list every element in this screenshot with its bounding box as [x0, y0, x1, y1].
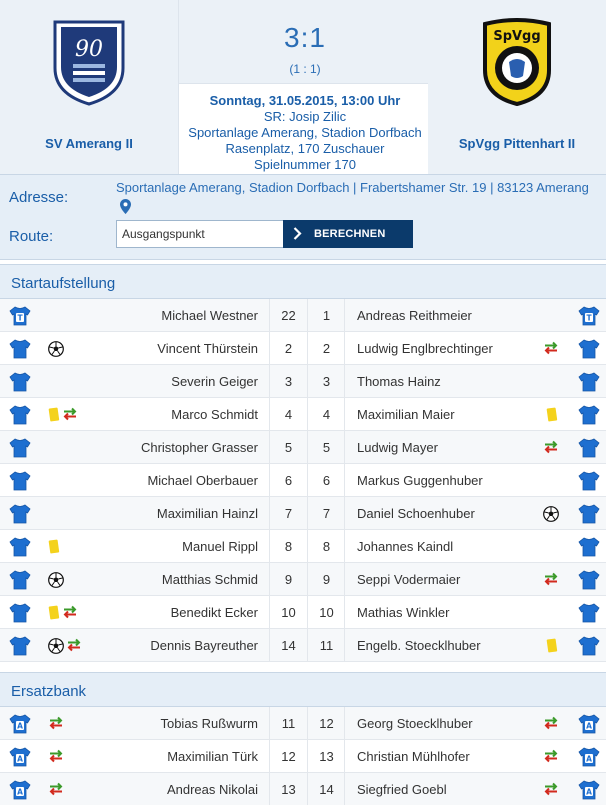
jersey-icon [9, 438, 31, 458]
away-team-name[interactable]: SpVgg Pittenhart II [458, 136, 576, 151]
referee: SR: Josip Zilic [263, 109, 347, 124]
home-player-name[interactable]: Christopher Grasser [140, 440, 258, 455]
yellow-card-icon [48, 539, 60, 555]
home-player-number: 14 [269, 629, 308, 661]
jersey-icon [578, 405, 600, 425]
route-start-input[interactable] [116, 220, 284, 248]
substitution-icon [543, 440, 559, 454]
home-player-name[interactable]: Michael Oberbauer [147, 473, 258, 488]
away-player-number: 6 [309, 464, 345, 496]
starting-lineup-title: Startaufstellung [0, 265, 606, 299]
substitution-icon [48, 716, 64, 730]
jersey-icon [578, 471, 600, 491]
jersey-icon [9, 339, 31, 359]
away-player-number: 12 [309, 707, 345, 739]
away-player-name[interactable]: Seppi Vodermaier [357, 572, 461, 587]
svg-text:T: T [586, 313, 592, 323]
jersey-icon [578, 306, 600, 326]
score-box [179, 0, 431, 84]
home-player-name[interactable]: Michael Westner [161, 308, 258, 323]
away-player-name[interactable]: Johannes Kaindl [357, 539, 454, 554]
svg-text:A: A [17, 787, 23, 797]
bench-row [0, 773, 606, 805]
away-player-number: 13 [309, 740, 345, 772]
yellow-card-icon [546, 407, 558, 423]
jersey-icon [578, 504, 600, 524]
away-player-name[interactable]: Mathias Winkler [357, 605, 450, 620]
starting-lineup-section [0, 264, 606, 662]
away-player-number: 4 [309, 398, 345, 430]
home-player-number: 10 [269, 596, 308, 628]
away-player-number: 11 [309, 629, 345, 661]
home-player-name[interactable]: Dennis Bayreuther [150, 638, 258, 653]
home-team-panel[interactable] [0, 0, 178, 174]
yellow-card-icon [48, 605, 60, 621]
away-player-number: 10 [309, 596, 345, 628]
lineup-row [0, 299, 606, 332]
jersey-icon [578, 714, 600, 734]
lineup-row [0, 563, 606, 596]
address-label: Adresse: [9, 189, 69, 206]
away-player-number: 1 [309, 299, 345, 331]
svg-text:A: A [586, 754, 592, 764]
jersey-icon [9, 780, 31, 800]
jersey-icon [578, 438, 600, 458]
svg-text:SpVgg: SpVgg [493, 29, 541, 44]
home-player-number: 9 [269, 563, 308, 595]
goal-ball-icon [543, 506, 559, 522]
svg-text:T: T [17, 313, 23, 323]
away-player-number: 3 [309, 365, 345, 397]
match-date: Sonntag, 31.05.2015, 13:00 Uhr [209, 93, 401, 108]
svg-text:A: A [17, 754, 23, 764]
address-text[interactable] [116, 178, 596, 218]
home-player-number: 2 [269, 332, 308, 364]
home-player-number: 12 [269, 740, 308, 772]
lineup-row [0, 497, 606, 530]
substitution-icon [543, 749, 559, 763]
address-route-panel [0, 174, 606, 260]
substitution-icon [66, 638, 82, 652]
bench-row [0, 740, 606, 773]
svg-text:90: 90 [75, 37, 103, 62]
svg-text:A: A [586, 721, 592, 731]
home-player-name[interactable]: Benedikt Ecker [170, 605, 258, 620]
lineup-row [0, 365, 606, 398]
jersey-icon [9, 714, 31, 734]
jersey-icon [578, 372, 600, 392]
lineup-row [0, 530, 606, 563]
jersey-icon [578, 603, 600, 623]
away-player-name[interactable]: Maximilian Maier [357, 407, 455, 422]
home-player-number: 13 [269, 773, 308, 805]
game-number: Spielnummer 170 [254, 157, 356, 172]
home-player-number: 6 [269, 464, 308, 496]
home-player-name[interactable]: Maximilian Hainzl [156, 506, 258, 521]
jersey-icon [9, 747, 31, 767]
goal-ball-icon [48, 341, 64, 357]
jersey-icon [9, 570, 31, 590]
substitution-icon [62, 605, 78, 619]
away-player-name[interactable]: Engelb. Stoecklhuber [357, 638, 481, 653]
home-player-number: 22 [269, 299, 308, 331]
away-player-name[interactable]: Christian Mühlhofer [357, 749, 470, 764]
chevron-right-icon [293, 227, 302, 240]
away-player-number: 5 [309, 431, 345, 463]
away-player-number: 14 [309, 773, 345, 805]
home-player-name[interactable]: Tobias Rußwurm [160, 716, 258, 731]
home-player-number: 4 [269, 398, 308, 430]
substitution-icon [543, 341, 559, 355]
home-player-name[interactable]: Andreas Nikolai [166, 782, 258, 797]
bench-section [0, 672, 606, 805]
home-player-name[interactable]: Matthias Schmid [161, 572, 258, 587]
jersey-icon [578, 339, 600, 359]
substitution-icon [543, 782, 559, 796]
jersey-icon [578, 780, 600, 800]
jersey-icon [9, 537, 31, 557]
home-player-number: 3 [269, 365, 308, 397]
jersey-icon [9, 405, 31, 425]
home-player-number: 7 [269, 497, 308, 529]
away-player-name[interactable]: Thomas Hainz [357, 374, 441, 389]
substitution-icon [48, 782, 64, 796]
lineup-row [0, 464, 606, 497]
substitution-icon [62, 407, 78, 421]
home-player-name[interactable]: Marco Schmidt [171, 407, 258, 422]
away-player-number: 2 [309, 332, 345, 364]
lineup-row [0, 431, 606, 464]
yellow-card-icon [48, 407, 60, 423]
lineup-row [0, 398, 606, 431]
goal-ball-icon [48, 638, 64, 654]
jersey-icon [578, 636, 600, 656]
substitution-icon [48, 749, 64, 763]
home-player-number: 8 [269, 530, 308, 562]
lineup-row [0, 596, 606, 629]
jersey-icon [578, 570, 600, 590]
yellow-card-icon [546, 638, 558, 654]
map-pin-icon[interactable] [120, 199, 131, 214]
surface-attendance: Rasenplatz, 170 Zuschauer [225, 141, 385, 156]
away-player-name[interactable]: Siegfried Goebl [357, 782, 447, 797]
jersey-icon [578, 537, 600, 557]
jersey-icon [9, 471, 31, 491]
final-score: 3:1 [284, 22, 326, 53]
jersey-icon [9, 603, 31, 623]
jersey-icon [578, 747, 600, 767]
jersey-icon [9, 636, 31, 656]
home-player-name[interactable]: Vincent Thürstein [157, 341, 258, 356]
home-player-name[interactable]: Maximilian Türk [167, 749, 258, 764]
goal-ball-icon [48, 572, 64, 588]
home-player-name[interactable]: Severin Geiger [171, 374, 258, 389]
away-player-name[interactable]: Daniel Schoenhuber [357, 506, 475, 521]
substitution-icon [543, 572, 559, 586]
jersey-icon [9, 504, 31, 524]
svg-text:A: A [17, 721, 23, 731]
home-crest-icon [49, 18, 129, 106]
away-player-name[interactable]: Andreas Reithmeier [357, 308, 472, 323]
calculate-route-button[interactable] [283, 220, 413, 248]
away-player-number: 9 [309, 563, 345, 595]
jersey-icon [9, 372, 31, 392]
bench-row [0, 707, 606, 740]
match-header [0, 0, 606, 174]
jersey-icon [9, 306, 31, 326]
away-team-panel[interactable] [428, 0, 606, 174]
home-team-name[interactable]: SV Amerang II [45, 136, 133, 151]
home-player-name[interactable]: Manuel Rippl [182, 539, 258, 554]
bench-title: Ersatzbank [0, 673, 606, 707]
substitution-icon [543, 716, 559, 730]
away-player-name[interactable]: Ludwig Mayer [357, 440, 438, 455]
away-player-name[interactable]: Ludwig Englbrechtinger [357, 341, 493, 356]
venue: Sportanlage Amerang, Stadion Dorfbach [188, 125, 422, 140]
halftime-score: (1 : 1) [289, 62, 321, 76]
starting-lineup-rows [0, 299, 606, 662]
bench-rows [0, 707, 606, 805]
address-value[interactable]: Sportanlage Amerang, Stadion Dorfbach | Frabertshamer Str. 19 | 83123 Amerang [116, 180, 589, 195]
svg-text:A: A [586, 787, 592, 797]
match-center-panel [178, 0, 432, 174]
home-player-number: 5 [269, 431, 308, 463]
away-player-name[interactable]: Georg Stoecklhuber [357, 716, 473, 731]
home-player-number: 11 [269, 707, 308, 739]
away-player-number: 8 [309, 530, 345, 562]
calculate-route-label: BERECHNEN [314, 228, 386, 240]
away-player-name[interactable]: Markus Guggenhuber [357, 473, 483, 488]
away-crest-icon [477, 18, 557, 106]
match-info [179, 93, 431, 173]
away-player-number: 7 [309, 497, 345, 529]
route-label: Route: [9, 228, 54, 245]
lineup-row [0, 629, 606, 662]
lineup-row [0, 332, 606, 365]
